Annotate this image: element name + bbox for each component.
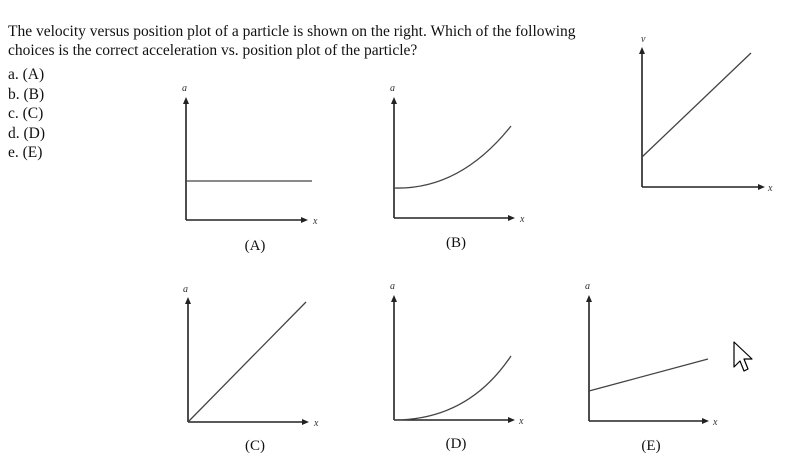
choice-letter: b. [8,85,20,103]
plot-b-curve [394,126,511,188]
choice-text: (A) [22,66,45,83]
v-x-axis-letter: x [768,183,773,194]
choice-letter: c. [8,105,19,122]
choice-letter: a. [8,66,19,83]
x-axis-letter: x [713,417,718,428]
plot-d-curve [394,356,511,420]
x-axis-letter: x [519,416,524,427]
choice-text: (C) [22,105,44,122]
v-curve [642,53,751,157]
choice-letter: e. [8,144,19,161]
plot-d[interactable] [390,281,524,427]
mouse-pointer-icon [734,342,752,371]
x-axis-letter: x [314,418,319,429]
x-axis-letter: x [520,214,525,225]
plot-a-label: (A) [244,238,266,254]
plot-e-curve [589,359,708,391]
choice-text: (E) [22,144,43,161]
question-text: The velocity versus position plot of a particle is shown on the right. Which of the following choices is the correct acceleration vs. position plot of the particle? [8,23,576,59]
plot-a[interactable] [182,83,318,227]
plot-c[interactable] [183,284,319,429]
plot-d-label: (D) [445,436,467,452]
velocity-plot [641,34,773,194]
plot-c-curve [188,302,306,422]
plot-e-label: (E) [641,438,661,454]
a-axis-letter: a [390,281,395,292]
v-axis-letter: v [641,34,646,45]
choice-letter: d. [8,124,20,142]
a-axis-letter: a [390,83,395,94]
plot-b[interactable] [390,83,525,225]
plot-e[interactable] [585,281,718,428]
x-axis-letter: x [313,216,318,227]
a-axis-letter: a [585,281,590,292]
a-axis-letter: a [183,284,188,295]
a-axis-letter: a [182,83,187,94]
plot-c-label: (C) [245,438,265,454]
choice-text: (B) [23,85,45,103]
choice-text: (D) [23,124,46,142]
plot-b-label: (B) [446,235,466,251]
